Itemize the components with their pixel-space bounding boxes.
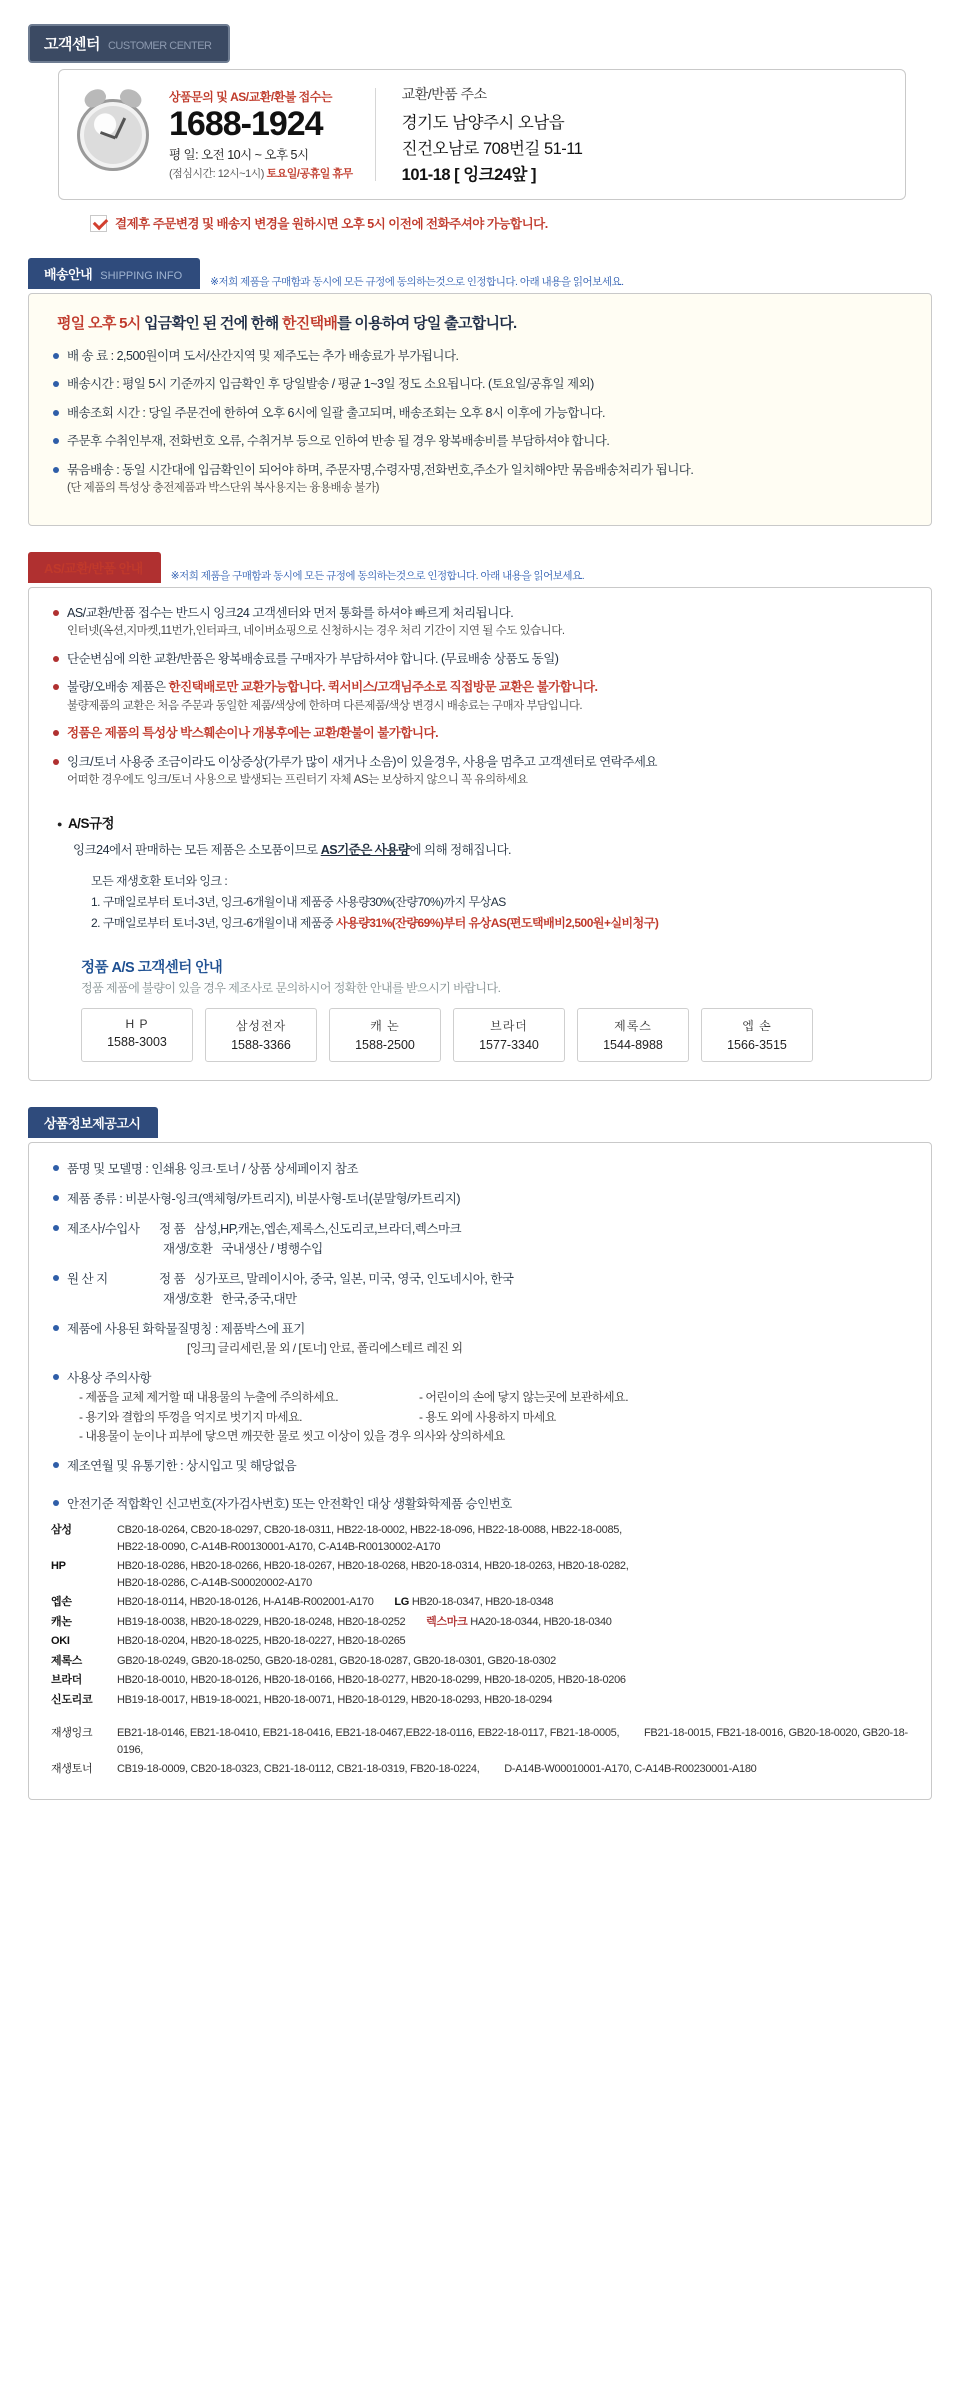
- pi-origin-k1: 정 품: [159, 1272, 186, 1287]
- cert-table: [51, 1522, 909, 1778]
- pi-row-origin: [67, 1269, 909, 1289]
- shipping-tab-en: SHIPPING INFO: [100, 270, 183, 282]
- cert-code-right: HB20-18-0347, HB20-18-0348: [411, 1596, 554, 1608]
- cert-code-line: CB19-18-0009, CB20-18-0323, CB21-18-0112, CB21-18-0319, FB20-18-0224,: [117, 1763, 480, 1775]
- product-info-list: [51, 1159, 909, 1476]
- list-item: [51, 1269, 909, 1309]
- pi-label-origin: 원 산 지: [67, 1272, 108, 1287]
- list-item: [51, 347, 909, 366]
- brand-card-epson: [701, 1008, 813, 1062]
- return-address-line3: 101-18 [ 잉크24앞 ]: [401, 166, 536, 184]
- product-info-box: [28, 1142, 932, 1799]
- list-item: [51, 724, 909, 743]
- table-row: [51, 1725, 909, 1758]
- cert-codes: [117, 1594, 909, 1611]
- pi-maker-kv: [159, 1219, 461, 1239]
- shipping-item-bundle-sub: (단 제품의 특성상 충전제품과 박스단위 복사용지는 융용배송 불가): [67, 481, 379, 494]
- as-item-contact: AS/교환/반품 접수는 반드시 잉크24 고객센터와 먼저 통화를 하셔야 빠르게 처리됩니다.: [67, 605, 514, 620]
- shipping-box: [28, 293, 932, 526]
- cert-codes: [117, 1692, 909, 1709]
- cert-codes: [117, 1633, 909, 1650]
- genuine-as-center-sub: 정품 제품에 불량이 있을 경우 제조사로 문의하시어 정확한 안내를 받으시기 바랍니다.: [81, 981, 501, 996]
- as-rule-details: [91, 871, 909, 934]
- table-row: [51, 1633, 909, 1650]
- return-address-label: 교환/반품 주소: [401, 86, 487, 102]
- table-row: [51, 1594, 909, 1611]
- pi-origin-k2: 재생/호환: [163, 1292, 213, 1307]
- brand-name: 엡 손: [742, 1019, 772, 1034]
- product-info-section: [28, 1107, 932, 1799]
- as-item-change-of-mind: 단순변심에 의한 교환/반품은 왕복배송료를 구매자가 부담하셔야 합니다. (무료배송 상품도 동일): [67, 651, 559, 666]
- pi-origin-second: [163, 1289, 909, 1309]
- pi-label-mfg-date: 제조연월 및 유통기한 : 상시입고 및 해당없음: [67, 1459, 297, 1473]
- pi-caution-r1: - 어린이의 손에 닿지 않는곳에 보관하세요.: [419, 1390, 629, 1405]
- cert-code-line: [117, 1614, 909, 1631]
- table-row: [51, 1558, 909, 1591]
- as-box: [28, 587, 932, 1082]
- customer-center-title-en: CUSTOMER CENTER: [107, 40, 212, 52]
- brand-name: 삼성전자: [235, 1019, 287, 1034]
- list-item: [51, 461, 909, 498]
- list-item: [51, 1219, 909, 1259]
- cert-codes: [117, 1653, 909, 1670]
- list-item: [51, 1456, 909, 1476]
- shipping-tab-ko: 배송안내: [44, 267, 93, 282]
- shipping-list: [51, 347, 909, 498]
- as-agreement-note: ※저희 제품을 구매함과 동시에 모든 규정에 동의하는것으로 인정합니다. 아래 내용을 읽어보세요.: [170, 569, 585, 582]
- cert-code-line: EB21-18-0146, EB21-18-0410, EB21-18-0416, EB21-18-0467,EB22-18-0116, EB22-18-0117, FB21-18-0005,: [117, 1727, 620, 1739]
- as-item-defect-hl: 한진택배로만 교환가능합니다. 퀵서비스/고객님주소로 직접방문 교환은 불가합니다.: [168, 680, 598, 695]
- contact-hours-sub: [169, 165, 353, 181]
- brand-phone: 1544-8988: [603, 1038, 663, 1053]
- as-rule-lead: 모든 재생호환 토너와 잉크 :: [91, 874, 228, 889]
- cert-code-line: HB20-18-0286, HB20-18-0266, HB20-18-0267, HB20-18-0268, HB20-18-0314, HB20-18-0263, HB20-18-0282,: [117, 1560, 629, 1572]
- cert-codes: [117, 1522, 909, 1555]
- pi-caution-row2: [79, 1408, 909, 1427]
- cert-code-line: HB19-18-0017, HB19-18-0021, HB20-18-0071, HB20-18-0129, HB20-18-0293, HB20-18-0294: [117, 1693, 553, 1706]
- as-rule-main-hl: AS기준은 사용량: [320, 843, 410, 857]
- cert-code-right: HA20-18-0344, HB20-18-0340: [470, 1615, 612, 1628]
- customer-center-contact: [149, 88, 375, 182]
- contact-phone: 1688-1924: [169, 104, 323, 143]
- page-root: [0, 24, 960, 1840]
- brand-name: 브라더: [490, 1019, 528, 1034]
- shipping-item-tracking: 배송조회 시간 : 당일 주문건에 한하여 오후 6시에 일괄 출고되며, 배송조회는 오후 8시 이후에 가능합니다.: [67, 405, 606, 420]
- shipping-item-bundle: 묶음배송 : 동일 시간대에 입금확인이 되어야 하며, 주문자명,수령자명,전화번호,주소가 일치해야만 묶음배송처리가 됩니다.: [67, 462, 694, 477]
- product-info-tab: [28, 1107, 158, 1138]
- cert-code-line: HB20-18-0286, C-A14B-S00020002-A170: [117, 1576, 312, 1589]
- brand-phone: 1566-3515: [727, 1038, 787, 1053]
- cert-code-line: HB22-18-0090, C-A14B-R00130001-A170, C-A14B-R00130002-A170: [117, 1540, 441, 1553]
- as-heading: [28, 552, 932, 583]
- shipping-lead-post: 를 이용하여 당일 출고합니다.: [337, 315, 517, 332]
- pi-label-caution: 사용상 주의사항: [67, 1371, 151, 1386]
- pi-value-chemicals: [잉크] 글리세린,물 외 / [토너] 안료, 폴리에스테르 레진 외: [187, 1341, 463, 1356]
- cert-codes: [117, 1558, 909, 1591]
- as-rule-2-pre: 2. 구매일로부터 토너-3년, 잉크-6개월이내 제품중: [91, 916, 337, 931]
- check-icon: [90, 215, 107, 232]
- customer-center-section: [28, 24, 932, 232]
- as-item-genuine-hl: 교환/환불이 불가합니다.: [313, 726, 439, 741]
- as-rule-1: 1. 구매일로부터 토너-3년, 잉크-6개월이내 제품중 사용량30%(잔량70%)까지 무상AS: [91, 895, 506, 910]
- cert-code-line: HB20-18-0010, HB20-18-0126, HB20-18-0166, HB20-18-0277, HB20-18-0299, HB20-18-0205, HB20-18-0206: [117, 1674, 626, 1686]
- cert-head: 안전기준 적합확인 신고번호(자가검사번호) 또는 안전확인 대상 생활화학제품 승인번호: [51, 1494, 909, 1512]
- clock-bell-right-icon: [118, 85, 145, 109]
- as-item-abnormal-sub: 어떠한 경우에도 잉크/토너 사용으로 발생되는 프린터기 자체 AS는 보상하지 않으니 꼭 유의하세요: [67, 774, 528, 787]
- brand-card-canon: [329, 1008, 441, 1062]
- lunch-hours: (점심시간: 12시~1시): [169, 168, 264, 181]
- contact-hours: 평 일: 오전 10시 ~ 오후 5시: [169, 148, 309, 163]
- cert-brand: 엡손: [51, 1596, 72, 1608]
- as-rule-2: [91, 913, 909, 934]
- as-rule-2-hl: 사용량31%(잔량69%)부터 유상AS(편도택배비2,500원+실비청구): [336, 916, 659, 931]
- cert-brand: 재생잉크: [51, 1727, 93, 1739]
- list-item: [51, 604, 909, 641]
- as-tab-label: AS/교환/반품 안내: [44, 560, 143, 576]
- as-rule-main-post: 에 의해 정해집니다.: [409, 843, 512, 857]
- cert-brand: 브라더: [51, 1674, 82, 1686]
- as-list: [51, 604, 909, 790]
- cert-code-text: HB19-18-0038, HB20-18-0229, HB20-18-0248, HB20-18-0252: [117, 1615, 406, 1628]
- brand-name: H P: [125, 1017, 149, 1032]
- customer-center-box: [58, 69, 906, 200]
- pi-row-maker: [67, 1219, 909, 1239]
- cert-brand: 삼성: [51, 1524, 72, 1536]
- customer-center-title-ko: 고객센터: [44, 36, 100, 53]
- table-row: [51, 1672, 909, 1689]
- cert-code-text: HB20-18-0114, HB20-18-0126, H-A14B-R002001-A170: [117, 1596, 374, 1608]
- list-item: [51, 1368, 909, 1446]
- cert-code-line: D-A14B-W00010001-A170, C-A14B-R00230001-A180: [504, 1763, 757, 1775]
- cert-code-line: GB20-18-0249, GB20-18-0250, GB20-18-0281, GB20-18-0287, GB20-18-0301, GB20-18-0302: [117, 1654, 556, 1667]
- order-change-notice-text: 결제후 주문변경 및 배송지 변경을 원하시면 오후 5시 이전에 전화주셔야 가능합니다.: [115, 217, 548, 231]
- brand-card-xerox: [577, 1008, 689, 1062]
- as-item-genuine-pre: 정품은 제품의 특성상 박스훼손이나 개봉후에는: [67, 726, 314, 741]
- brand-phone: 1577-3340: [479, 1038, 539, 1053]
- as-item-abnormal: 잉크/토너 사용중 조금이라도 이상증상(가루가 많이 새거나 소음)이 있을경우, 사용을 멈추고 고객센터로 연락주세요: [67, 754, 657, 769]
- brand-card-brother: [453, 1008, 565, 1062]
- pi-origin-v1: 싱가포르, 말레이시아, 중국, 일본, 미국, 영국, 인도네시아, 한국: [194, 1272, 514, 1287]
- as-tab: [28, 552, 161, 583]
- cert-brand-right: 렉스마크: [426, 1615, 468, 1628]
- product-info-heading: [28, 1107, 932, 1138]
- pi-label-type: 제품 종류 :: [67, 1192, 123, 1207]
- shipping-tab: [28, 258, 200, 289]
- brand-card-hp: [81, 1008, 193, 1062]
- list-item: [51, 375, 909, 394]
- shipping-lead: [57, 312, 909, 333]
- as-rule-main: [73, 840, 909, 861]
- return-address-line2: 진건오남로 708번길 51-11: [401, 140, 583, 158]
- cert-codes: [117, 1725, 909, 1758]
- clock-bell-left-icon: [82, 85, 109, 109]
- pi-label-maker: 제조사/수입사: [67, 1222, 140, 1237]
- return-address-block: [376, 84, 583, 185]
- pi-value-model: 인쇄용 잉크·토너 / 상품 상세페이지 참조: [151, 1162, 359, 1177]
- pi-label-model: 품명 및 모델명 :: [67, 1162, 149, 1177]
- list-item: [51, 650, 909, 669]
- cert-brand: 신도리코: [51, 1693, 93, 1706]
- product-info-tab-label: 상품정보제공고시: [44, 1116, 141, 1132]
- shipping-agreement-note: ※저희 제품을 구매함과 동시에 모든 규정에 동의하는것으로 인정합니다. 아래 내용을 읽어보세요.: [210, 276, 624, 288]
- list-item: [51, 432, 909, 451]
- pi-maker-k2: 재생/호환: [163, 1242, 213, 1257]
- cert-brand: 제록스: [51, 1654, 82, 1667]
- table-row: [51, 1692, 909, 1709]
- brand-phone: 1588-3003: [107, 1035, 167, 1050]
- brand-contact-list: [81, 1008, 909, 1062]
- cert-code-line: [117, 1594, 909, 1611]
- list-item: [51, 678, 909, 715]
- as-rule-main-pre: 잉크24에서 판매하는 모든 제품은 소모품이므로: [73, 843, 321, 857]
- table-row: [51, 1614, 909, 1631]
- cert-codes: [117, 1672, 909, 1689]
- genuine-as-center-title: 정품 A/S 고객센터 안내: [81, 960, 223, 977]
- brand-name: 제록스: [614, 1019, 652, 1034]
- cert-brand: HP: [51, 1560, 66, 1572]
- brand-name: 캐 논: [370, 1019, 400, 1034]
- shipping-section: [28, 258, 932, 526]
- cert-brand-right: LG: [394, 1596, 410, 1608]
- shipping-item-fee: 배 송 료 : 2,500원이며 도서/산간지역 및 제주도는 추가 배송료가 부가됩니다.: [67, 349, 459, 363]
- list-item: [51, 753, 909, 790]
- brand-phone: 1588-3366: [231, 1038, 291, 1053]
- shipping-item-return: 주문후 수취인부재, 전화번호 오류, 수취거부 등으로 인하여 반송 될 경우 왕복배송비를 부담하셔야 합니다.: [67, 434, 610, 449]
- closed-days: 토요일/공휴일 휴무: [266, 168, 353, 181]
- pi-caution-row1: [79, 1388, 909, 1407]
- cert-codes: [117, 1761, 756, 1778]
- shipping-lead-mid: 입금확인 된 건에 한해: [140, 315, 282, 332]
- pi-caution-l3: - 내용물이 눈이나 피부에 닿으면 깨끗한 물로 씻고 이상이 있을 경우 의사와 상의하세요: [79, 1428, 505, 1443]
- pi-maker-k1: 정 품: [159, 1222, 186, 1237]
- brand-phone: 1588-2500: [355, 1038, 415, 1053]
- cert-code-line: FB21-18-0015, FB21-18-0016, GB20-18-0020, GB20-18-0196,: [117, 1727, 908, 1756]
- shipping-item-time: 배송시간 : 평일 5시 기준까지 입금확인 후 당일발송 / 평균 1~3일 정도 소요됩니다. (토요일/공휴일 제외): [67, 377, 594, 392]
- table-row: [51, 1653, 909, 1670]
- pi-maker-v1: 삼성,HP,캐논,엡손,제록스,신도리코,브라더,렉스마크: [194, 1222, 462, 1237]
- pi-caution-r2: - 용도 외에 사용하지 마세요: [419, 1409, 556, 1424]
- pi-maker-v2: 국내생산 / 병행수입: [221, 1242, 323, 1257]
- cert-brand: 재생토너: [51, 1763, 93, 1775]
- as-rule-title: ● A/S규정: [57, 812, 909, 832]
- cert-codes: [117, 1614, 909, 1631]
- customer-center-title: [28, 24, 230, 63]
- pi-caution-l1: - 제품을 교체 제거할 때 내용물의 누출에 주의하세요.: [79, 1390, 339, 1405]
- shipping-lead-time: 평일 오후 5시: [57, 315, 141, 332]
- shipping-carrier: 한진택배: [281, 315, 338, 332]
- pi-value-type: 비분사형-잉크(액체형/카트리지), 비분사형-토너(분말형/카트리지): [125, 1192, 461, 1207]
- return-address-line1: 경기도 남양주시 오남읍: [401, 114, 565, 132]
- brand-card-samsung: [205, 1008, 317, 1062]
- alarm-clock-icon: [77, 99, 149, 171]
- shipping-heading: [28, 258, 932, 289]
- as-item-contact-sub: 인터넷(옥션,지마켓,11번가,인터파크, 네이버쇼핑으로 신청하시는 경우 처리 기간이 지연 될 수도 있습니다.: [67, 625, 565, 638]
- list-item: [51, 1189, 909, 1209]
- list-item: [51, 1319, 909, 1358]
- as-item-defect-pre: 불량/오배송 제품은: [67, 680, 169, 695]
- table-row: [51, 1522, 909, 1555]
- list-item: [51, 1159, 909, 1179]
- table-row: [51, 1761, 909, 1778]
- contact-lead: 상품문의 및 AS/교환/환불 접수는: [169, 89, 332, 104]
- pi-origin-v2: 한국,중국,대만: [221, 1292, 297, 1307]
- as-section: [28, 552, 932, 1082]
- cert-brand: 캐논: [51, 1615, 72, 1628]
- cert-code-line: CB20-18-0264, CB20-18-0297, CB20-18-0311, HB22-18-0002, HB22-18-096, HB22-18-0088, HB22-18-0085,: [117, 1524, 622, 1536]
- list-item: [51, 404, 909, 423]
- pi-label-chemicals: 제품에 사용된 화학물질명칭 : 제품박스에 표기: [67, 1322, 305, 1337]
- spacer: [51, 1711, 909, 1725]
- pi-maker-second: [163, 1239, 909, 1259]
- pi-origin-kv: [159, 1269, 513, 1289]
- pi-caution-l2: - 용기와 결합의 뚜껑을 억지로 벗기지 마세요.: [79, 1409, 302, 1424]
- cert-code-line: HB20-18-0204, HB20-18-0225, HB20-18-0227, HB20-18-0265: [117, 1635, 406, 1647]
- cert-brand: OKI: [51, 1635, 70, 1647]
- order-change-notice: [90, 214, 932, 232]
- as-item-defect-sub: 불량제품의 교환은 처음 주문과 동일한 제품/색상에 한하며 다른제품/색상 변경시 배송료는 구매자 부담입니다.: [67, 699, 583, 712]
